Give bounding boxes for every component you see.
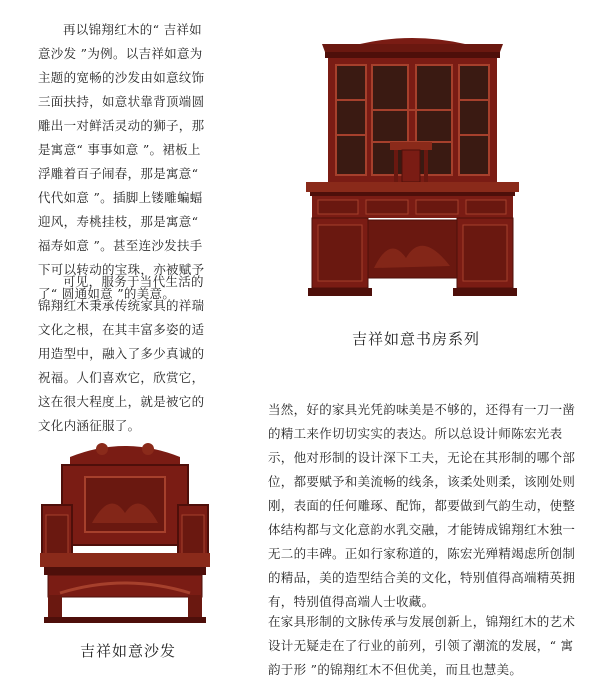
armchair-image (30, 435, 220, 625)
intro-paragraph: 再以锦翔红木的“ 吉祥如意沙发 ”为例。以吉祥如意为主题的宽畅的沙发由如意纹饰三面扶持，如意状靠背顶端圆雕出一对鲜活灵动的狮子，那是寓意“ 事事如意 ”。裙板上浮雕着百子闹春，那是寓意“ 代代如意 ”。插脚上镂雕蝙蝠迎风，寿桃挂枝，那是寓意“ 福寿如意 ”。甚至连沙发扶手下可以转动的宝珠，亦被赋予了“ 圆通如意 ”的美意。 (38, 22, 205, 301)
innovation-paragraph: 在家具形制的文脉传承与发展创新上，锦翔红木的艺术设计无疑走在了行业的前列，引领了潮流的发展，“ 寓韵于形 ”的锦翔红木不但优美，而且也慧美。 (268, 614, 576, 677)
conclusion-paragraph: 可见，服务于当代生活的锦翔红木秉承传统家具的祥瑞文化之根，在其丰富多姿的适用造型中，融入了多少真诚的祝福。人们喜欢它，欣赏它，这在很大程度上，就是被它的文化内涵征服了。 (38, 274, 205, 433)
bookcase-desk-image (300, 30, 525, 305)
craftsmanship-paragraph: 当然，好的家具光凭韵味美是不够的，还得有一刀一凿的精工来作切切实实的表达。所以总设计师陈宏光表示，他对形制的设计深下工夫，无论在其形制的哪个部位，都要赋予和美流畅的线条，该柔处则柔，该刚处则刚，表面的任何雕琢、配饰，都要做到气韵生动，使整体结构都与文化意韵水乳交融，才能铸成锦翔红木独一无二的丰碑。正如行家称道的，陈宏光殚精竭虑所创制的精品，美的造型结合美的文化，特别值得高端精英拥有，特别值得高端人士收藏。 (268, 402, 576, 609)
sofa-caption: 吉祥如意沙发 (80, 642, 177, 660)
bookcase-caption: 吉祥如意书房系列 (352, 330, 481, 348)
